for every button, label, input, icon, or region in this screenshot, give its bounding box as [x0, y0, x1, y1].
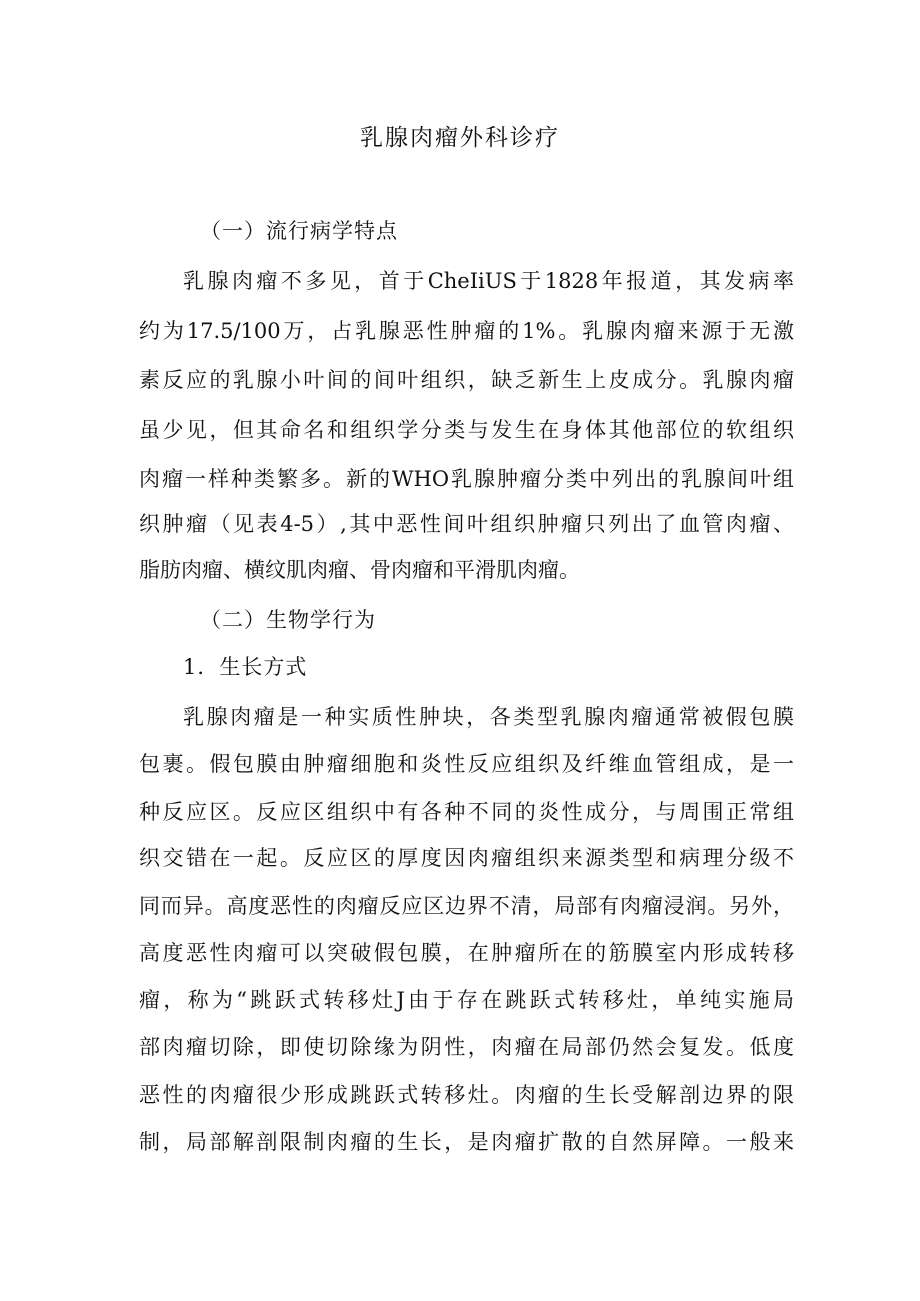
- paragraph-line: 乳腺肉瘤不多见，首于CheIiUS于1828年报道，其发病率: [183, 269, 794, 293]
- paragraph-line: 素反应的乳腺小叶间的间叶组织，缺乏新生上皮成分。乳腺肉瘤: [139, 368, 794, 392]
- paragraph-line: 种反应区。反应区组织中有各种不同的炎性成分，与周围正常组: [139, 800, 794, 824]
- paragraph-line: 肉瘤一样种类繁多。新的WHO乳腺肿瘤分类中列出的乳腺间叶组: [139, 467, 794, 491]
- paragraph-line: 同而异。高度恶性的肉瘤反应区边界不清，局部有肉瘤浸润。另外，: [139, 894, 794, 918]
- paragraph-line: 约为17.5/100万，占乳腺恶性肿瘤的1%。乳腺肉瘤来源于无激: [139, 319, 794, 343]
- section-heading-biology: （二）生物学行为: [200, 608, 376, 632]
- paragraph-line: 高度恶性肉瘤可以突破假包膜，在肿瘤所在的筋膜室内形成转移: [139, 941, 794, 965]
- paragraph-line: 乳腺肉瘤是一种实质性肿块，各类型乳腺肉瘤通常被假包膜: [183, 705, 794, 729]
- paragraph-line: 恶性的肉瘤很少形成跳跃式转移灶。肉瘤的生长受解剖边界的限: [139, 1083, 794, 1107]
- paragraph-line: 织交错在一起。反应区的厚度因肉瘤组织来源类型和病理分级不: [139, 846, 794, 870]
- paragraph-line: 脂肪肉瘤、横纹肌肉瘤、骨肉瘤和平滑肌肉瘤。: [139, 558, 580, 582]
- paragraph-line: 包裹。假包膜由肿瘤细胞和炎性反应组织及纤维血管组成，是一: [139, 752, 794, 776]
- paragraph-line: 瘤，称为“跳跃式转移灶J由于存在跳跃式转移灶，单纯实施局: [139, 988, 794, 1012]
- subheading-growth-pattern: 1．生长方式: [183, 655, 308, 679]
- section-heading-epidemiology: （一）流行病学特点: [200, 219, 398, 243]
- paragraph-line: 虽少见，但其命名和组织学分类与发生在身体其他部位的软组织: [139, 418, 794, 442]
- paragraph-line: 制，局部解剖限制肉瘤的生长，是肉瘤扩散的自然屏障。一般来: [139, 1130, 794, 1154]
- paragraph-line: 织肿瘤（见表4-5）,其中恶性间叶组织肿瘤只列出了血管肉瘤、: [139, 512, 794, 536]
- page-title: 乳腺肉瘤外科诊疗: [360, 125, 560, 151]
- paragraph-line: 部肉瘤切除，即使切除缘为阴性，肉瘤在局部仍然会复发。低度: [139, 1035, 794, 1059]
